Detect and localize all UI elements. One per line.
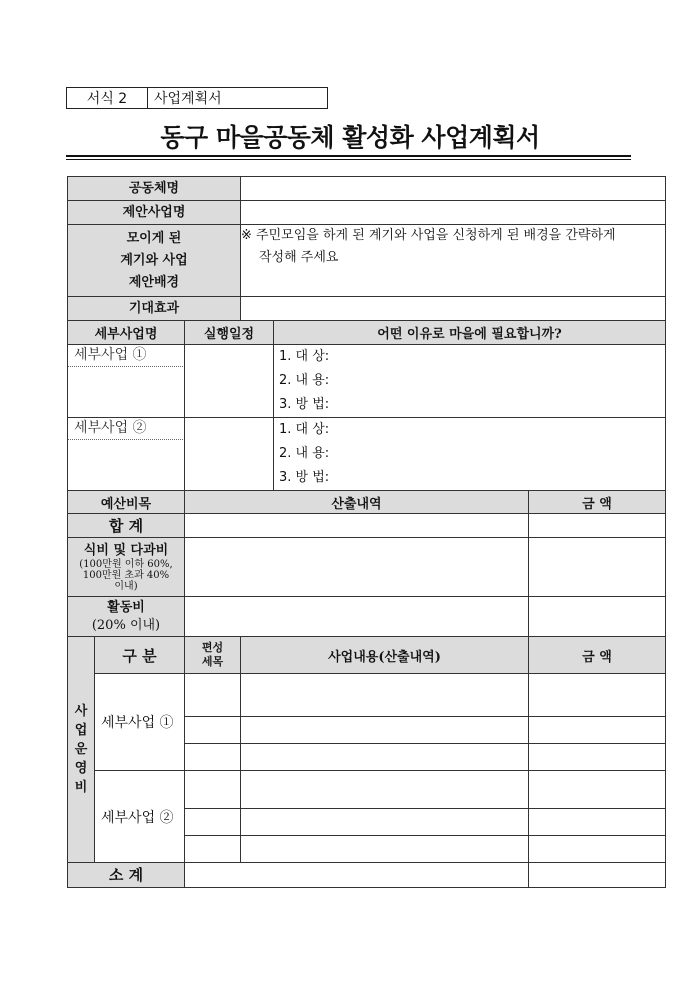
budget-food-amount[interactable] (529, 538, 666, 597)
budget-activity-calc[interactable] (185, 597, 529, 637)
detail-project-items[interactable] (274, 418, 666, 491)
operation-amount-cell[interactable] (529, 674, 666, 717)
detail-project-schedule[interactable] (185, 345, 274, 418)
subtotal-calc[interactable] (185, 863, 529, 888)
background-note-line2: 작성해 주세요 (259, 250, 339, 265)
detail-project-row (68, 345, 666, 418)
operation-content-cell[interactable] (241, 771, 529, 809)
operation-header-gubun: 구 분 (95, 637, 185, 674)
title-rule-thin (66, 159, 631, 160)
operation-budget-item-cell[interactable] (185, 717, 241, 744)
operation-amount-cell[interactable] (529, 771, 666, 809)
form-number: 서식 2 (67, 88, 148, 108)
budget-food-label: 식비 및 다과비 (100만원 이하 60%, 100만원 초과 40% 이내) (68, 538, 185, 597)
detail-project-name-cell[interactable] (68, 418, 185, 491)
detail-header-name: 세부사업명 (68, 321, 185, 345)
item-method: 3. 방 법: (279, 470, 330, 485)
detail-project-schedule[interactable] (185, 418, 274, 491)
budget-total-amount[interactable] (529, 514, 666, 538)
operation-content-cell[interactable] (241, 674, 529, 717)
budget-header-row (68, 491, 666, 514)
operation-content-cell[interactable] (241, 809, 529, 836)
operation-amount-cell[interactable] (529, 717, 666, 744)
operation-header-row (68, 637, 666, 674)
operation-content-cell[interactable] (241, 717, 529, 744)
row-expected-effect (68, 297, 666, 321)
budget-header-amount: 금 액 (529, 491, 666, 514)
detail-project-name: 세부사업 ② (74, 420, 147, 436)
detail-header-reason: 어떤 이유로 마을에 필요합니까? (274, 321, 666, 345)
budget-header-category: 예산비목 (68, 491, 185, 514)
detail-header-schedule: 실행일정 (185, 321, 274, 345)
operation-budget-item-cell[interactable] (185, 836, 241, 863)
detail-header-row (68, 321, 666, 345)
item-target: 1. 대 상: (279, 422, 330, 437)
item-content: 2. 내 용: (279, 446, 330, 461)
row-background (68, 225, 666, 297)
operation-amount-cell[interactable] (529, 836, 666, 863)
operation-row (68, 674, 666, 717)
operation-budget-item-cell[interactable] (185, 744, 241, 771)
item-content: 2. 내 용: (279, 373, 330, 388)
background-note-line1: ※ 주민모임을 하게 된 계기와 사업을 신청하게 된 배경을 간략하게 (241, 228, 616, 243)
budget-total-label: 합 계 (68, 514, 185, 538)
operation-row (68, 771, 666, 809)
background-field[interactable] (241, 225, 666, 297)
budget-food-calc[interactable] (185, 538, 529, 597)
operation-amount-cell[interactable] (529, 809, 666, 836)
budget-food-row (68, 538, 666, 597)
row-project-name (68, 201, 666, 225)
budget-total-calc[interactable] (185, 514, 529, 538)
operation-content-cell[interactable] (241, 744, 529, 771)
operation-side-label: 사 업 운 영 비 (68, 637, 95, 863)
item-method: 3. 방 법: (279, 397, 330, 412)
operation-content-cell[interactable] (241, 836, 529, 863)
item-target: 1. 대 상: (279, 349, 330, 364)
operation-header-amount: 금 액 (529, 637, 666, 674)
budget-activity-row (68, 597, 666, 637)
detail-project-row (68, 418, 666, 491)
budget-header-calc: 산출내역 (185, 491, 529, 514)
operation-header-content: 사업내용(산출내역) (241, 637, 529, 674)
form-name: 사업계획서 (154, 91, 222, 107)
operation-amount-cell[interactable] (529, 744, 666, 771)
document-title: 동구 마을공동체 활성화 사업계획서 (160, 123, 540, 152)
detail-project-name: 세부사업 ① (74, 347, 147, 363)
effect-label: 기대효과 (68, 297, 241, 321)
effect-field[interactable] (241, 297, 666, 321)
community-name-field[interactable] (241, 177, 666, 201)
project-name-label: 제안사업명 (68, 201, 241, 225)
operation-budget-item-cell[interactable] (185, 771, 241, 809)
plan-form-table (67, 176, 666, 888)
budget-activity-amount[interactable] (529, 597, 666, 637)
budget-activity-label: 활동비 (20% 이내) (68, 597, 185, 637)
project-name-field[interactable] (241, 201, 666, 225)
operation-project2-label: 세부사업 ② (95, 771, 185, 863)
detail-project-items[interactable] (274, 345, 666, 418)
operation-project1-label: 세부사업 ① (95, 674, 185, 771)
operation-header-budget-item: 편성 세목 (185, 637, 241, 674)
operation-budget-item-cell[interactable] (185, 674, 241, 717)
row-community-name (68, 177, 666, 201)
operation-budget-item-cell[interactable] (185, 809, 241, 836)
budget-total-row (68, 514, 666, 538)
detail-project-name-cell[interactable] (68, 345, 185, 418)
community-name-label: 공동체명 (68, 177, 241, 201)
subtotal-amount[interactable] (529, 863, 666, 888)
background-label: 모이게 된 계기와 사업 제안배경 (68, 225, 241, 297)
subtotal-label: 소 계 (68, 863, 185, 888)
subtotal-row (68, 863, 666, 888)
form-tag (66, 87, 328, 109)
title-rule-thick (66, 155, 631, 157)
